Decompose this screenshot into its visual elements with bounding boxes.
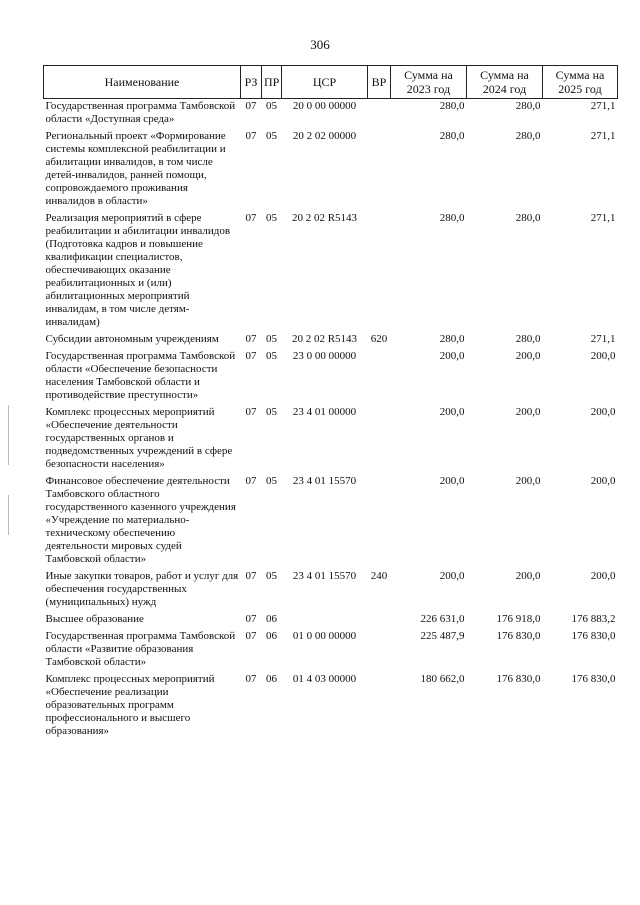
page-number: 306 [310,37,330,52]
table-row [44,405,618,474]
margin-mark [8,405,9,465]
row-vr [368,629,391,672]
row-vr [368,349,391,405]
row-name: Комплекс процессных мероприятий «Обеспечение реализации образовательных программ профессионального и высшего образования» [45,673,215,737]
row-vr [368,99,391,130]
row-name: Финансовое обеспечение деятельности Тамбовского областного государственного казенного учреждения «Учреждение по материально-техническому обеспечению деятельности мировых судей Тамбовской области» [45,475,236,565]
row-sum-2023: 280,0 [439,100,465,112]
row-sum-2023: 280,0 [439,333,465,345]
row-rz: 07 [245,333,257,345]
row-rz: 07 [245,212,257,224]
row-sum-2024: 200,0 [515,475,541,487]
row-sum-2023: 180 662,0 [420,673,465,685]
row-pr: 06 [266,613,277,625]
row-sum-2023: 226 631,0 [420,613,465,625]
margin-mark [8,495,9,535]
header-csr: ЦСР [282,66,368,99]
row-pr: 06 [266,673,277,685]
row-sum-2025: 271,1 [590,212,616,224]
row-pr: 05 [266,406,277,418]
row-pr: 05 [266,130,277,142]
row-sum-2025: 200,0 [590,475,616,487]
row-vr [368,672,391,741]
row-sum-2024: 200,0 [515,570,541,582]
row-pr: 05 [266,475,277,487]
table-row [44,332,618,349]
table-row [44,629,618,672]
row-rz: 07 [245,100,257,112]
row-csr: 23 4 01 15570 [292,570,357,582]
header-vr: ВР [368,66,391,99]
header-name: Наименование [44,66,241,99]
table-row [44,129,618,211]
row-sum-2025: 271,1 [590,130,616,142]
row-sum-2024: 176 918,0 [496,613,541,625]
row-pr: 05 [266,100,277,112]
row-sum-2023: 200,0 [439,475,465,487]
row-sum-2024: 280,0 [515,100,541,112]
row-name: Субсидии автономным учреждениям [45,333,219,345]
header-sum-2024: Сумма на 2024 год [467,66,543,99]
row-csr [282,612,368,629]
row-csr: 23 0 00 00000 [292,350,357,362]
row-sum-2025: 200,0 [590,406,616,418]
row-sum-2023: 200,0 [439,570,465,582]
row-vr [368,129,391,211]
table-row [44,612,618,629]
row-sum-2025: 176 830,0 [571,630,616,642]
header-sum-2023: Сумма на 2023 год [391,66,467,99]
row-vr [368,612,391,629]
row-rz: 07 [245,130,257,142]
row-name: Реализация мероприятий в сфере реабилитации и абилитации инвалидов (Подготовка кадров и повышение квалификации специалистов, обеспечивающих оказание реабилитационных и (или) абилитационных мероприятий инвалидам, в том числе детям-инвалидам) [45,212,231,328]
row-name: Высшее образование [45,613,144,625]
row-sum-2024: 176 830,0 [496,630,541,642]
table-row [44,349,618,405]
row-sum-2024: 280,0 [515,212,541,224]
row-pr: 05 [266,212,277,224]
table-row [44,211,618,332]
row-csr: 01 0 00 00000 [292,630,357,642]
row-sum-2023: 225 487,9 [420,630,465,642]
row-csr: 20 2 02 00000 [292,130,357,142]
row-rz: 07 [245,350,257,362]
table-row [44,569,618,612]
row-sum-2024: 200,0 [515,406,541,418]
row-pr: 05 [266,570,277,582]
header-pr: ПР [262,66,282,99]
row-rz: 07 [245,406,257,418]
row-sum-2025: 176 883,2 [571,613,616,625]
row-sum-2023: 200,0 [439,350,465,362]
row-csr: 20 0 00 00000 [292,100,357,112]
row-sum-2023: 280,0 [439,130,465,142]
table-row [44,474,618,569]
row-csr: 20 2 02 R5143 [291,333,358,345]
row-vr [368,474,391,569]
row-sum-2025: 200,0 [590,350,616,362]
row-sum-2025: 176 830,0 [571,673,616,685]
table-header-row [44,66,618,99]
table-row [44,672,618,741]
budget-table [43,65,618,741]
row-csr: 23 4 01 00000 [292,406,357,418]
row-vr [368,211,391,332]
table-row [44,99,618,130]
row-name: Государственная программа Тамбовской области «Развитие образования Тамбовской области» [45,630,236,668]
row-name: Иные закупки товаров, работ и услуг для обеспечения государственных (муниципальных) нужд [45,570,239,608]
row-rz: 07 [245,570,257,582]
row-sum-2023: 200,0 [439,406,465,418]
row-sum-2025: 200,0 [590,570,616,582]
row-rz: 07 [245,475,257,487]
header-rz: РЗ [241,66,262,99]
row-sum-2023: 280,0 [439,212,465,224]
row-name: Государственная программа Тамбовской области «Обеспечение безопасности населения Тамбовской области и противодействие преступности» [45,350,236,401]
row-sum-2024: 200,0 [515,350,541,362]
row-pr: 05 [266,333,277,345]
row-rz: 07 [245,630,257,642]
row-vr: 240 [370,570,388,582]
row-sum-2025: 271,1 [590,100,616,112]
row-sum-2024: 280,0 [515,130,541,142]
row-vr: 620 [370,333,388,345]
row-rz: 07 [245,613,257,625]
row-rz: 07 [245,673,257,685]
row-csr: 01 4 03 00000 [292,673,357,685]
header-sum-2025: Сумма на 2025 год [543,66,618,99]
row-name: Государственная программа Тамбовской области «Доступная среда» [45,100,236,125]
table-body [44,99,618,742]
row-sum-2024: 280,0 [515,333,541,345]
row-csr: 23 4 01 15570 [292,475,357,487]
row-csr: 20 2 02 R5143 [291,212,358,224]
row-pr: 06 [266,630,277,642]
row-sum-2025: 271,1 [590,333,616,345]
row-sum-2024: 176 830,0 [496,673,541,685]
row-name: Региональный проект «Формирование системы комплексной реабилитации и абилитации инвалидов, в том числе детей-инвалидов, ранней помощи, сопровождаемого проживания инвалидов в области» [45,130,226,207]
row-vr [368,405,391,474]
row-name: Комплекс процессных мероприятий «Обеспечение деятельности государственных органов и подведомственных учреждений в сфере безопасности населения» [45,406,233,470]
row-pr: 05 [266,350,277,362]
